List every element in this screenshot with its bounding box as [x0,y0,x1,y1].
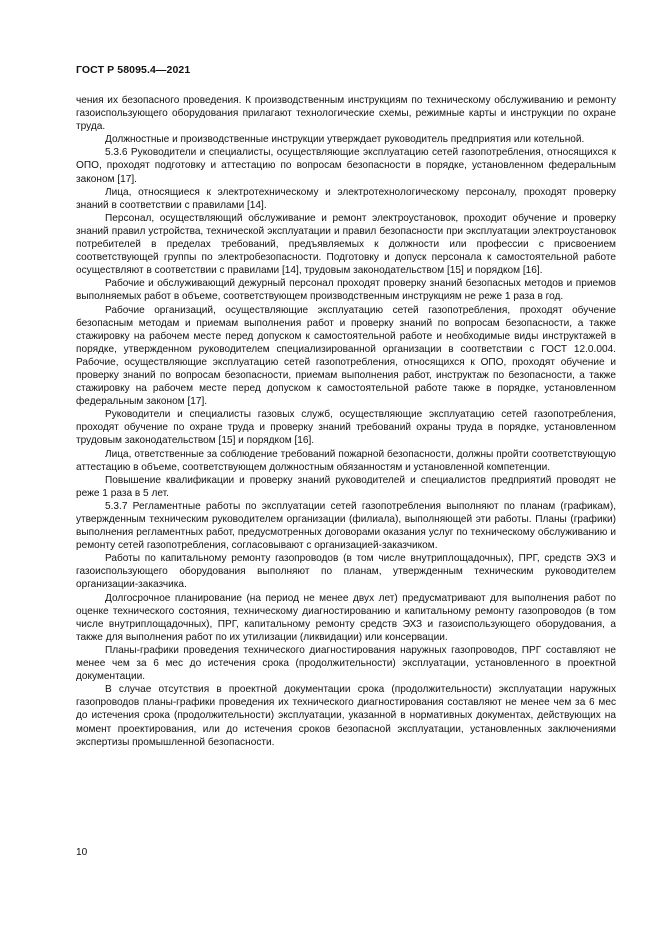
body-paragraph: Планы-графики проведения технического диагностирования наружных газопроводов, ПРГ составляют не менее чем за 6 мес до истечения срока (продолжительности) эксплуатации, установленного в проектной документации. [76,644,616,683]
body-paragraph: Рабочие организаций, осуществляющие эксплуатацию сетей газопотребления, проходят обучение безопасным методам и приемам выполнения работ и проверку знаний по вопросам безопасности, а также стажировку на рабочем месте перед допуском к самостоятельной работе и необходимые виды инструктажей в порядке, утвержденном руководителем специализированной организации в соответствии с ГОСТ 12.0.004. Рабочие, осуществляющие эксплуатацию сетей газопотребления, относящихся к ОПО, проходят обучение и проверку знаний по вопросам безопасности, приемам выполнения работ, инструктаж по безопасности, а также стажировку на рабочем месте перед допуском к самостоятельной работе также в порядке, установленном федеральным законом [17]. [76,304,616,408]
body-paragraph: Руководители и специалисты газовых служб, осуществляющие эксплуатацию сетей газопотребления, проходят обучение по охране труда и проверку знаний требований охраны труда в порядке, установленном трудовым законодательством [15] и порядком [16]. [76,409,616,447]
body-paragraph: 5.3.6 Руководители и специалисты, осуществляющие эксплуатацию сетей газопотребления, относящихся к ОПО, проходят подготовку и аттестацию по вопросам безопасности в порядке, установленном федеральным законом [17]. [76,147,616,185]
page-number: 10 [76,847,88,858]
body-paragraph: Повышение квалификации и проверку знаний руководителей и специалистов предприятий проводят не реже 1 раза в 5 лет. [76,474,616,499]
body-paragraph: 5.3.7 Регламентные работы по эксплуатации сетей газопотребления выполняют по планам (графикам), утвержденным техническим руководителем организации (филиала), выполняющей эти работы. Планы (графики) выполнения регламентных работ, предусмотренных договорами оказания услуг по техническому обслуживанию и ремонту сетей газопотребления, согласовывают с организацией-заказчиком. [76,500,616,552]
body-paragraph: Долгосрочное планирование (на период не менее двух лет) предусматривают для выполнения работ по оценке технического состояния, техническому диагностированию и капитальному ремонту газопроводов (в том числе внутриплощадочных), ПРГ, капитальному ремонту средств ЭХЗ и газоиспользующего оборудования, а также для выполнения работ по их утилизации (ликвидации) или консервации. [76,592,616,643]
body-paragraph: Работы по капитальному ремонту газопроводов (в том числе внутриплощадочных), ПРГ, средств ЭХЗ и газоиспользующего оборудования выполняют по планам, утвержденным техническим руководителем организации-заказчика. [76,553,616,591]
body-paragraph: Рабочие и обслуживающий дежурный персонал проходят проверку знаний безопасных методов и приемов выполняемых работ в объеме, соответствующем производственным инструкциям не реже 1 раза в год. [76,278,616,303]
page-header-standard-title: ГОСТ Р 58095.4—2021 [76,64,191,76]
body-paragraph: Должностные и производственные инструкции утверждает руководитель предприятия или котельной. [105,134,585,146]
body-paragraph: Лица, относящиеся к электротехническому и электротехнологическому персоналу, проходят проверку знаний в соответствии с правилами [14]. [76,186,616,211]
document-body [76,94,616,749]
body-paragraph: чения их безопасного проведения. К производственным инструкциям по техническому обслуживанию и ремонту газоиспользующего оборудования прилагают технологические схемы, режимные карты и инструкции по охране труда. [76,95,616,133]
body-paragraph: Лица, ответственные за соблюдение требований пожарной безопасности, должны пройти соответствующую аттестацию в объеме, соответствующем должностным обязанностям и установленной компетенции. [76,448,616,473]
body-paragraph: В случае отсутствия в проектной документации срока (продолжительности) эксплуатации наружных газопроводов планы-графики проведения их технического диагностирования составляют не менее чем за 6 мес до истечения срока (продолжительности) эксплуатации, указанной в нормативных документах, действующих на момент проектирования, или до истечения сроков безопасной эксплуатации, установленных заключениями экспертизы промышленной безопасности. [76,684,616,748]
body-paragraph: Персонал, осуществляющий обслуживание и ремонт электроустановок, проходит обучение и проверку знаний правил устройства, технической эксплуатации и правил безопасности при эксплуатации электроустановок потребителей в пределах требований, предъявляемых к должности или профессии с присвоением соответствующей группы по электробезопасности. Подготовку и допуск персонала к самостоятельной работе осуществляют в соответствии с правилами [14], трудовым законодательством [15] и порядком [16]. [76,212,616,277]
